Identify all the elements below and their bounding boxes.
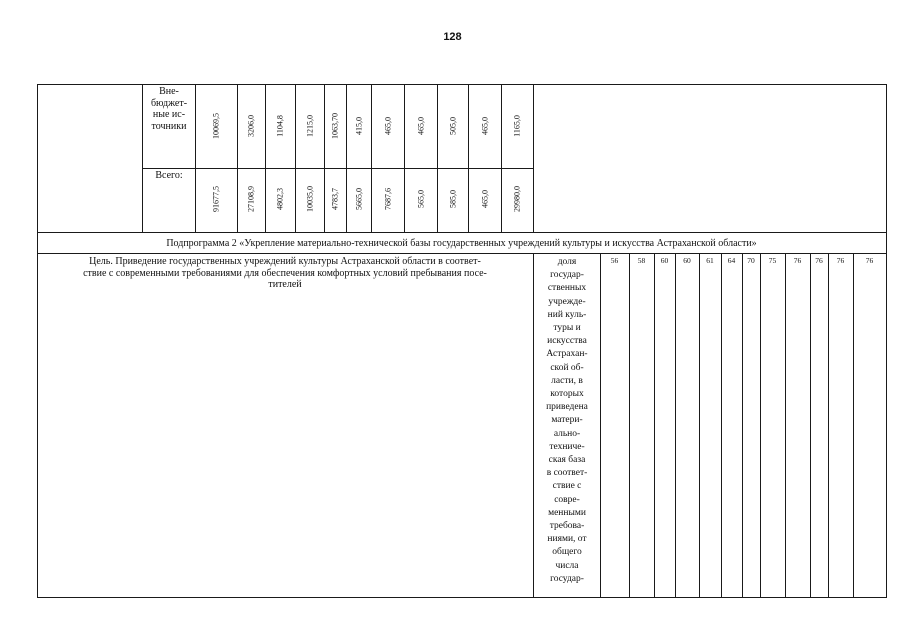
indicator-col-left	[533, 253, 534, 597]
value-col-line	[629, 253, 630, 597]
subprogram-divider	[37, 253, 886, 254]
value-col-line	[785, 253, 786, 597]
indicator-value: 58	[637, 256, 646, 265]
indicator-value: 76	[793, 256, 802, 265]
funding-value: 465,0	[480, 117, 489, 135]
funding-value: 1215,0	[305, 115, 314, 137]
indicator-value: 64	[727, 256, 736, 265]
funding-value: 5665,0	[354, 188, 363, 210]
value-col-line	[675, 253, 676, 597]
funding-col-line	[295, 84, 296, 232]
funding-value: 4802,3	[275, 188, 285, 210]
funding-value: 4783,7	[330, 188, 340, 210]
funding-col-line	[195, 84, 196, 232]
value-col-line	[742, 253, 743, 597]
funding-value: 29980,0	[512, 186, 522, 212]
indicator-text: доля государ- ственных учрежде- ний куль- туры и искусства Астрахан- ской об- ласти, в которых приведена матери- ально- техниче- ская база в соответ- ствие с совре- менными требова- ниями, от общего числа государ-	[546, 257, 588, 584]
funding-label-total: Всего:	[155, 170, 183, 181]
funding-col-line	[265, 84, 266, 232]
funding-value: 3206,0	[246, 115, 256, 137]
funding-value: 465,0	[416, 117, 425, 135]
funding-value: 505,0	[448, 117, 457, 135]
page-number: 128	[443, 31, 462, 43]
funding-value: 585,0	[448, 190, 457, 208]
value-col-line	[699, 253, 700, 597]
funding-value: 1165,0	[512, 115, 522, 137]
funding-col-line	[468, 84, 469, 232]
subprogram-title: Подпрограмма 2 «Укрепление материально-технической базы государственных учреждений культуры и искусства Астраханской области»	[166, 238, 757, 249]
table-border-right	[886, 84, 887, 598]
indicator-value: 70	[747, 256, 755, 265]
value-col-line	[600, 253, 601, 597]
indicator-value: 60	[660, 256, 669, 265]
funding-value: 10069,5	[211, 113, 221, 139]
funding-value: 7687,6	[383, 188, 392, 210]
table-border-bottom	[37, 597, 886, 598]
funding-col-line	[371, 84, 372, 232]
funding-col-line	[437, 84, 438, 232]
indicator-value: 76	[865, 256, 874, 265]
funding-value: 565,0	[416, 190, 425, 208]
indicator-value: 76	[836, 256, 845, 265]
funding-row-divider	[142, 168, 533, 169]
value-col-line	[853, 253, 854, 597]
value-col-line	[810, 253, 811, 597]
funding-col-line	[346, 84, 347, 232]
funding-col-line	[533, 84, 534, 232]
funding-value: 465,0	[383, 117, 392, 135]
row-divider	[37, 232, 886, 233]
value-col-line	[721, 253, 722, 597]
value-col-line	[760, 253, 761, 597]
funding-value: 27108,9	[246, 186, 256, 212]
funding-value: 1063,70	[330, 113, 340, 139]
funding-label-extrabudget: Вне- бюджет- ные ис- точники	[150, 86, 188, 132]
funding-value: 91677,5	[211, 186, 221, 212]
indicator-value: 75	[768, 256, 777, 265]
indicator-value: 61	[706, 256, 714, 265]
table-border-left	[37, 84, 38, 598]
table-border-top	[37, 84, 886, 85]
indicator-value: 60	[683, 256, 691, 265]
funding-col-line	[404, 84, 405, 232]
funding-col-line	[501, 84, 502, 232]
indicator-value: 76	[815, 256, 823, 265]
funding-value: 1104,8	[275, 115, 285, 137]
funding-col-line	[324, 84, 325, 232]
indicator-value: 56	[610, 256, 619, 265]
goal-text: Цель. Приведение государственных учреждений культуры Астраханской области в соответ- ствие с современными требованиями для обеспечения комфортных условий пребывания посе- тителей	[83, 256, 487, 290]
value-col-line	[828, 253, 829, 597]
funding-value: 10035,0	[305, 186, 314, 212]
funding-value: 465,0	[480, 190, 489, 208]
value-col-line	[654, 253, 655, 597]
funding-value: 415,0	[354, 117, 363, 135]
funding-col-line	[237, 84, 238, 232]
